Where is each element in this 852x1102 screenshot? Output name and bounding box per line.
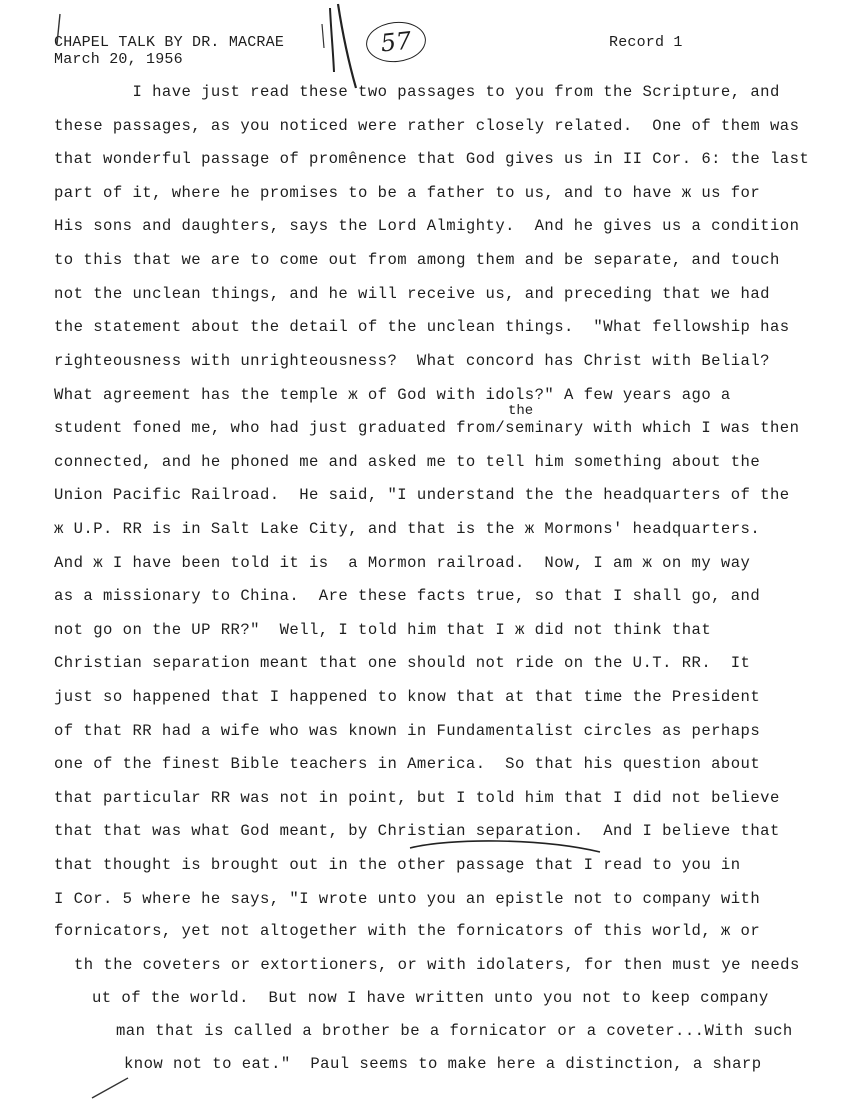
text-line: not go on the UP RR?" Well, I told him that I ж did not think that — [54, 621, 712, 639]
text-line: th the coveters or extortioners, or with idolaters, for then must ye needs — [74, 956, 800, 974]
text-line: that particular RR was not in point, but I told him that I did not believe — [54, 789, 780, 807]
handwritten-insertion: the — [508, 403, 534, 419]
text-line: these passages, as you noticed were rather closely related. One of them was — [54, 117, 800, 135]
text-line: the statement about the detail of the unclean things. "What fellowship has — [54, 318, 790, 336]
document-title: CHAPEL TALK BY DR. MACRAE — [54, 34, 285, 51]
page-number: 57 — [379, 26, 413, 58]
text-line: Christian separation meant that one should not ride on the U.T. RR. It — [54, 654, 751, 672]
text-line: And ж I have been told it is a Mormon railroad. Now, I am ж on my way — [54, 554, 751, 572]
pen-stroke-vertical-1 — [330, 8, 334, 72]
text-line: that that was what God meant, by Christian separation. And I believe that — [54, 822, 780, 840]
text-line: just so happened that I happened to know that at that time the President — [54, 688, 761, 706]
text-line: connected, and he phoned me and asked me to tell him something about the — [54, 453, 761, 471]
text-line: student foned me, who had just graduated from/seminary with which I was then — [54, 419, 800, 437]
text-line: that thought is brought out in the other passage that I read to you in — [54, 856, 741, 874]
text-line: part of it, where he promises to be a father to us, and to have ж us for — [54, 184, 761, 202]
text-line: I Cor. 5 where he says, "I wrote unto you an epistle not to company with — [54, 890, 761, 908]
text-line: of that RR had a wife who was known in Fundamentalist circles as perhaps — [54, 722, 761, 740]
pen-stroke-vertical-3 — [322, 24, 324, 48]
text-line: not the unclean things, and he will receive us, and preceding that we had — [54, 285, 770, 303]
text-line: man that is called a brother be a fornicator or a coveter...With such — [116, 1022, 793, 1040]
text-line: to this that we are to come out from among them and be separate, and touch — [54, 251, 780, 269]
text-line: ut of the world. But now I have written unto you not to keep company — [92, 989, 769, 1007]
underline-christian-separation — [410, 841, 600, 852]
pen-stroke-vertical-2 — [338, 4, 356, 88]
margin-stroke-bottom — [92, 1078, 128, 1098]
record-label: Record 1 — [609, 34, 683, 51]
text-line: ж U.P. RR is in Salt Lake City, and that is the ж Mormons' headquarters. — [54, 520, 761, 538]
text-line: know not to eat." Paul seems to make here a distinction, a sharp — [124, 1055, 762, 1073]
text-line: What agreement has the temple ж of God with idols?" A few years ago a — [54, 386, 731, 404]
document-date: March 20, 1956 — [54, 51, 183, 68]
text-line: I have just read these two passages to you from the Scripture, and — [54, 83, 780, 101]
text-line: Union Pacific Railroad. He said, "I understand the the headquarters of the — [54, 486, 790, 504]
text-line: as a missionary to China. Are these facts true, so that I shall go, and — [54, 587, 761, 605]
text-line: righteousness with unrighteousness? What concord has Christ with Belial? — [54, 352, 770, 370]
page-number-circled — [364, 19, 428, 65]
text-line: His sons and daughters, says the Lord Almighty. And he gives us a condition — [54, 217, 800, 235]
text-line: fornicators, yet not altogether with the fornicators of this world, ж or — [54, 922, 761, 940]
text-line: that wonderful passage of promênence that God gives us in II Cor. 6: the last — [54, 150, 810, 168]
text-line: one of the finest Bible teachers in America. So that his question about — [54, 755, 761, 773]
